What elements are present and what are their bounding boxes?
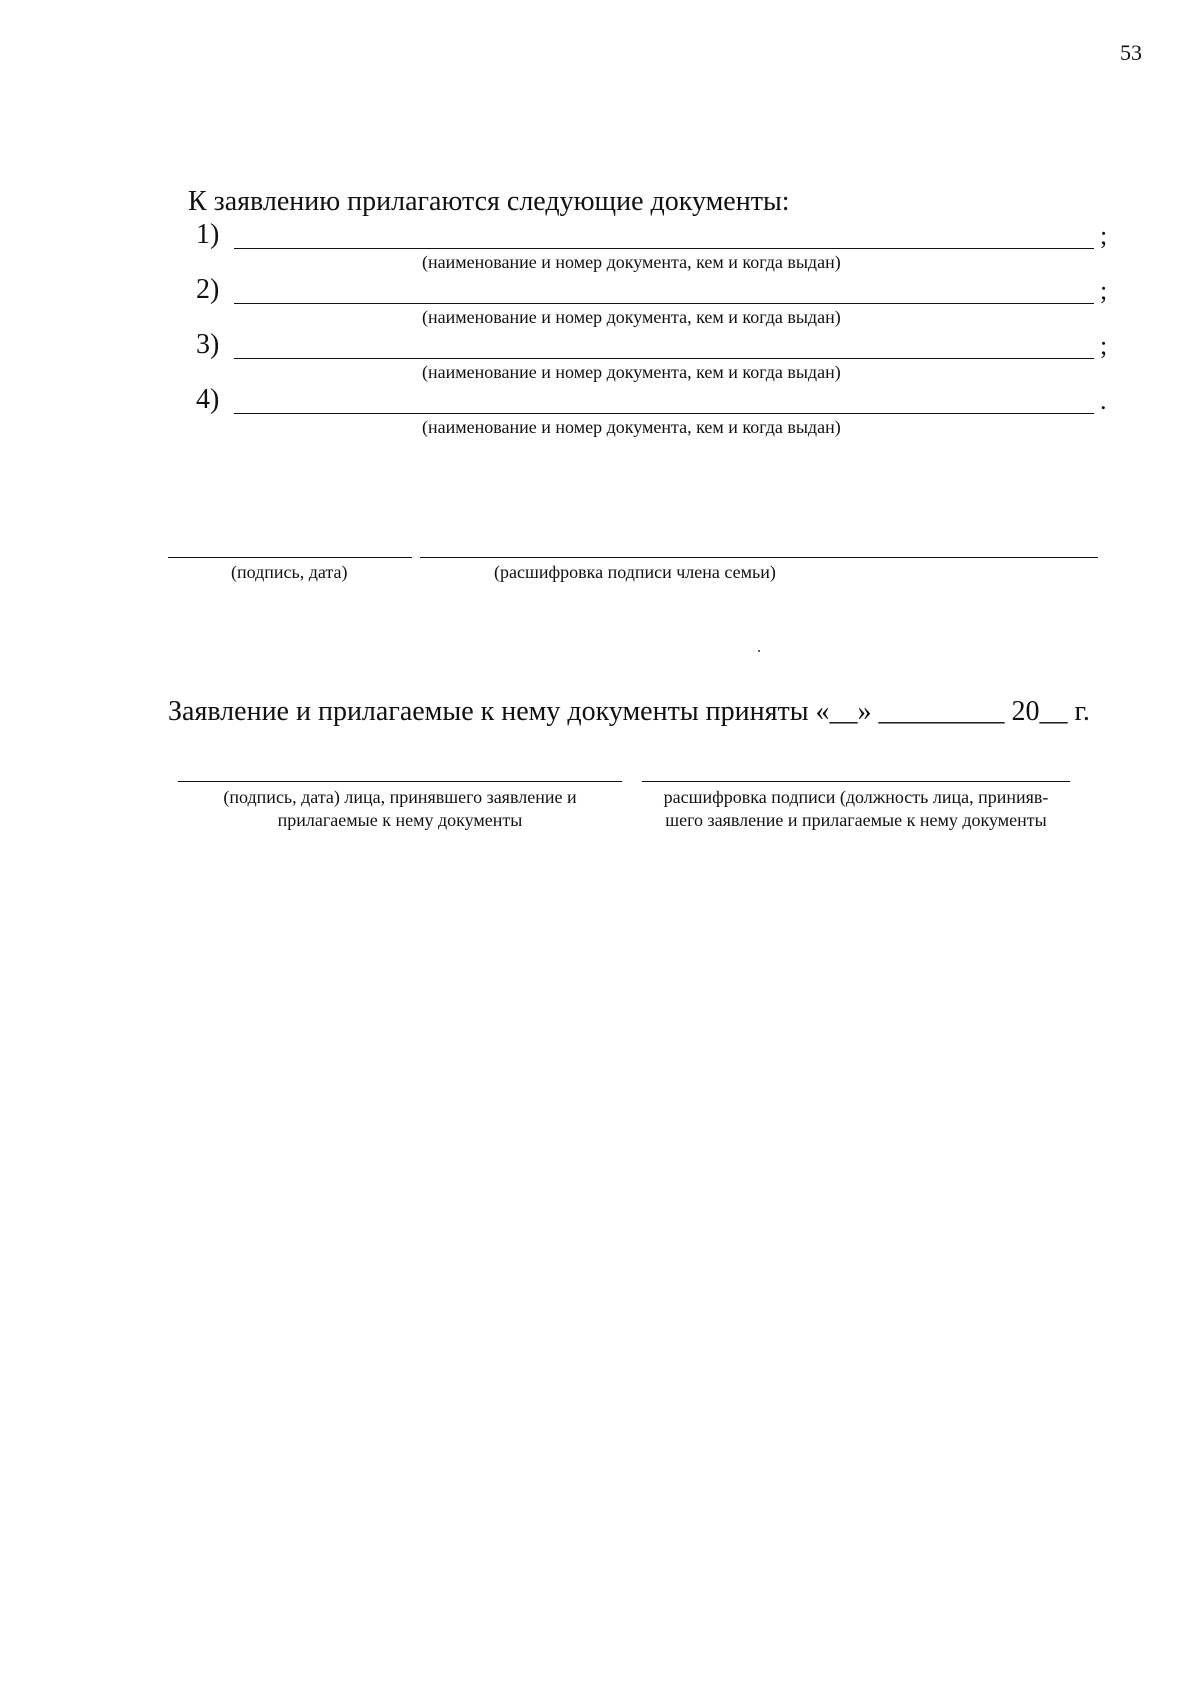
attachment-end-mark: ; xyxy=(1100,221,1108,250)
family-decoding-line[interactable] xyxy=(420,557,1098,558)
attachment-caption: (наименование и номер документа, кем и когда выдан) xyxy=(422,307,841,327)
attachment-number: 2) xyxy=(196,274,220,305)
attachment-number: 3) xyxy=(196,329,220,360)
attachment-input-line[interactable] xyxy=(234,303,1094,304)
attachment-caption: (наименование и номер документа, кем и когда выдан) xyxy=(422,252,841,272)
receiver-signature-caption-line: прилагаемые к нему документы xyxy=(277,810,523,830)
attachment-item xyxy=(196,384,1116,444)
attachments-heading: К заявлению прилагаются следующие документы: xyxy=(188,186,790,217)
receiver-decoding-caption-line: шего заявление и прилагаемые к нему документы xyxy=(665,810,1047,830)
receiver-signature-caption xyxy=(178,786,622,832)
attachment-end-mark: . xyxy=(1100,386,1107,415)
family-decoding-caption: (расшифровка подписи члена семьи) xyxy=(494,562,776,582)
receiver-decoding-line[interactable] xyxy=(642,781,1070,782)
attachment-input-line[interactable] xyxy=(234,358,1094,359)
receiver-decoding-caption xyxy=(626,786,1086,832)
attachment-input-line[interactable] xyxy=(234,248,1094,249)
attachment-caption: (наименование и номер документа, кем и когда выдан) xyxy=(422,417,841,437)
attachment-end-mark: ; xyxy=(1100,276,1108,305)
attachment-number: 4) xyxy=(196,384,220,415)
attachment-item xyxy=(196,329,1116,389)
receiver-decoding-caption-line: расшифровка подписи (должность лица, принияв- xyxy=(663,787,1049,807)
attachment-item xyxy=(196,274,1116,334)
receiver-signature-caption-line: (подпись, дата) лица, принявшего заявление и xyxy=(223,787,577,807)
attachment-number: 1) xyxy=(196,219,220,250)
family-signature-line[interactable] xyxy=(168,557,412,558)
attachment-input-line[interactable] xyxy=(234,413,1094,414)
family-signature-caption: (подпись, дата) xyxy=(231,562,348,582)
page-number: 53 xyxy=(1120,40,1142,65)
receiver-signature-line[interactable] xyxy=(178,781,622,782)
attachment-item xyxy=(196,219,1116,279)
attachment-caption: (наименование и номер документа, кем и когда выдан) xyxy=(422,362,841,382)
attachment-end-mark: ; xyxy=(1100,331,1108,360)
acceptance-statement: Заявление и прилагаемые к нему документы приняты «__» _________ 20__ г. xyxy=(168,696,1090,727)
scan-speck xyxy=(758,650,760,652)
